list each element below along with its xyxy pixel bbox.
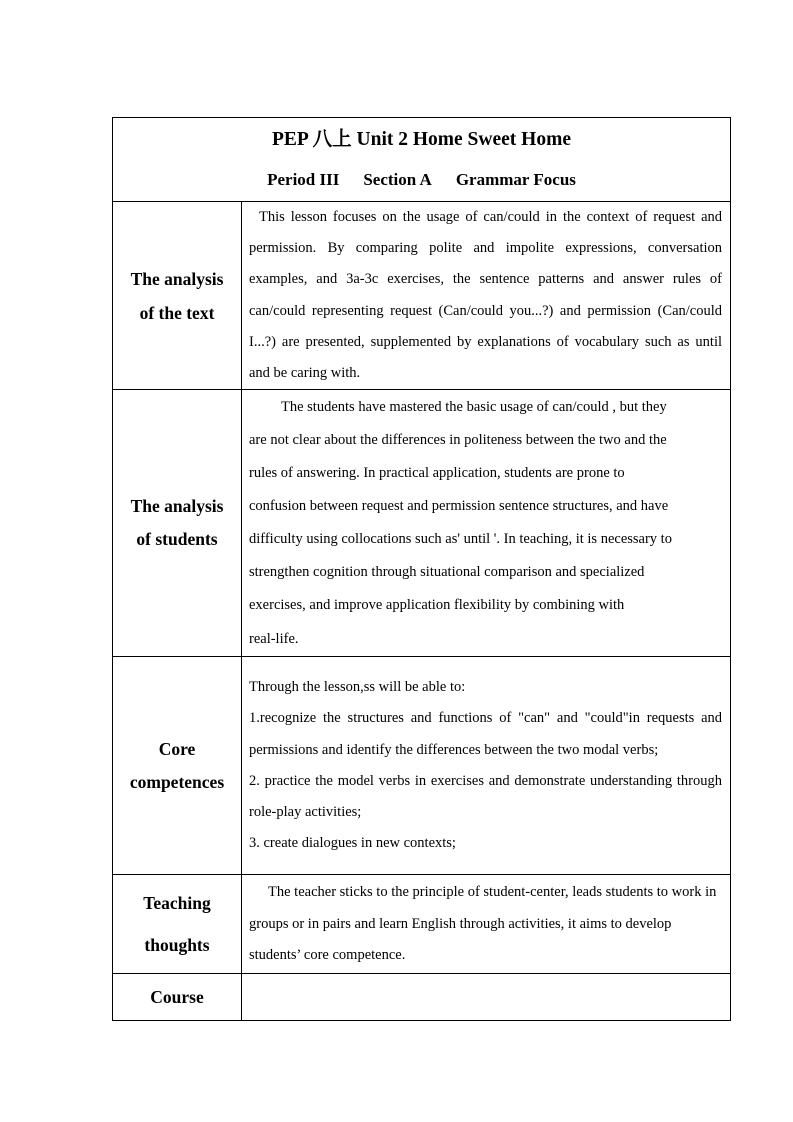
- label-line: Teaching: [143, 893, 211, 914]
- label-line: of students: [136, 529, 218, 550]
- label-line: competences: [129, 771, 225, 792]
- teaching-thoughts-paragraph: The teacher sticks to the principle of student-center, leads students to work in groups or in pairs and learn English through activities, it aims to develop students’ core competence.: [249, 884, 717, 963]
- body-text-analysis: [242, 202, 731, 390]
- lesson-plan-table: [112, 117, 731, 1021]
- paragraph-line: difficulty using collocations such as' until '. In teaching, it is necessary to: [249, 531, 672, 548]
- header-cell: [113, 118, 731, 202]
- paragraph-line: are not clear about the differences in politeness between the two and the: [249, 431, 667, 448]
- body-core-competences: [242, 657, 731, 875]
- label-line: The analysis: [130, 268, 224, 289]
- paragraph-line: strengthen cognition through situational comparison and specialized: [249, 564, 645, 581]
- label-course: [113, 974, 242, 1021]
- label-text-analysis: [113, 202, 242, 390]
- row-teaching-thoughts: [113, 875, 731, 974]
- label-line: The analysis: [130, 496, 224, 517]
- body-course: [242, 974, 731, 1021]
- body-students-analysis: [242, 390, 731, 657]
- label-line: Course: [150, 986, 204, 1007]
- paragraph-line: confusion between request and permission sentence structures, and have: [249, 498, 669, 515]
- core-objective-3: 3. create dialogues in new contexts;: [249, 835, 456, 852]
- core-objective-2: 2. practice the model verbs in exercises and demonstrate understanding through role-play activities;: [249, 772, 723, 820]
- header-row: [113, 118, 731, 202]
- document-subtitle: [113, 169, 730, 191]
- label-line: of the text: [139, 302, 215, 323]
- paragraph-line: real-life.: [249, 630, 299, 647]
- text-analysis-paragraph: This lesson focuses on the usage of can/could in the context of request and permission. By comparing polite and impolite expressions, conversation examples, and 3a-3c exercises, the sentence patterns and answer rules of can/could representing request (Can/could you...?) and permission (Can/could I...?) are presented, supplemented by explanations of vocabulary such as until and be caring with.: [249, 209, 723, 382]
- students-analysis-paragraph: [249, 391, 722, 656]
- label-core-competences: [113, 657, 242, 875]
- row-core-competences: [113, 657, 731, 875]
- label-line: thoughts: [144, 935, 210, 956]
- subtitle-period: Period III: [267, 169, 340, 189]
- body-teaching-thoughts: [242, 875, 731, 974]
- row-course: [113, 974, 731, 1021]
- label-students-analysis: [113, 390, 242, 657]
- paragraph-line: rules of answering. In practical application, students are prone to: [249, 465, 625, 482]
- paragraph-line: The students have mastered the basic usage of can/could , but they: [281, 398, 667, 415]
- document-title: PEP 八上 Unit 2 Home Sweet Home: [272, 128, 571, 150]
- label-line: Core: [158, 738, 196, 759]
- core-intro: Through the lesson,ss will be able to:: [249, 679, 466, 696]
- label-teaching-thoughts: [113, 875, 242, 974]
- row-students-analysis: [113, 390, 731, 657]
- subtitle-section: Section A: [363, 169, 432, 189]
- paragraph-line: exercises, and improve application flexibility by combining with: [249, 597, 625, 614]
- row-text-analysis: [113, 202, 731, 390]
- subtitle-focus: Grammar Focus: [455, 169, 576, 189]
- core-objective-1: 1.recognize the structures and functions of "can" and "could"in requests and permissions and identify the differences between the two modal verbs;: [249, 710, 723, 758]
